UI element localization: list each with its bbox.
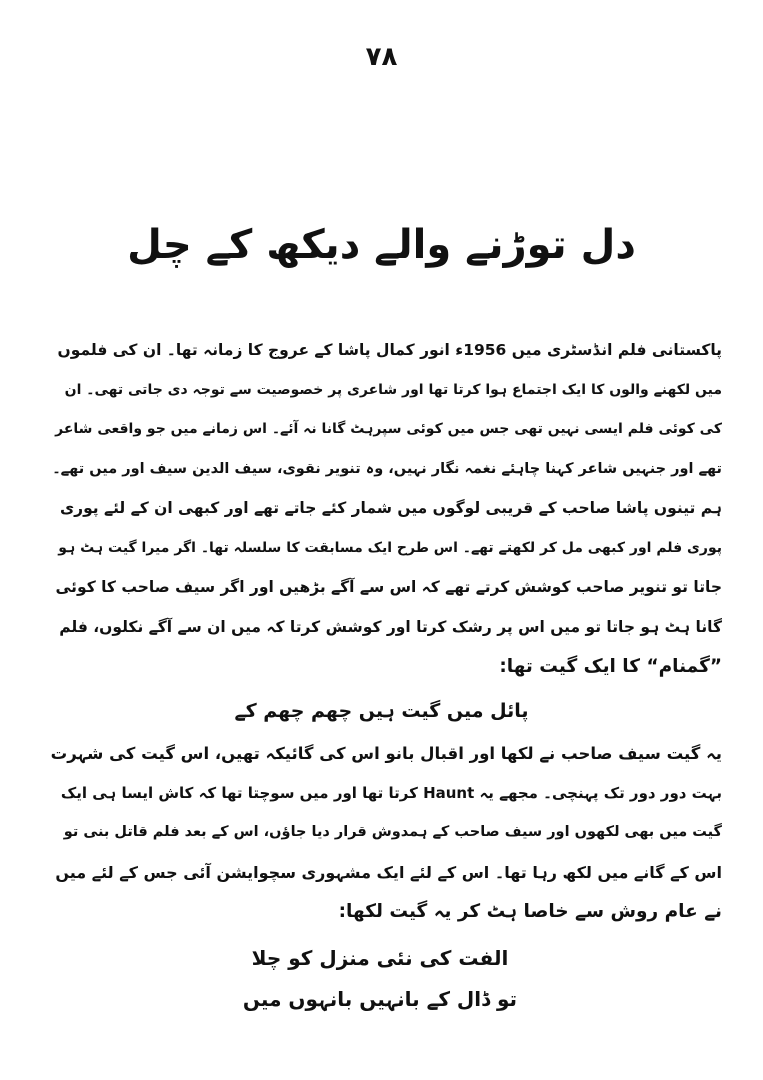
text-line: پاکستانی فلم انڈسٹری میں 1956ء انور کمال پاشا کے عروج کا زمانہ تھا۔ ان کی فلموں — [57, 341, 722, 359]
text-line: اس کے گانے میں لکھ رہا تھا۔ اس کے لئے ایک مشہوری سچوایشن آئی جس کے لئے میں — [55, 862, 722, 882]
chapter-title: دل توڑنے والے دیکھ کے چل — [127, 222, 636, 268]
text-line: تھے اور جنہیں شاعر کہنا چاہئے نغمہ نگار نہیں، وہ تنویر نقوی، سیف الدین سیف اور میں تھے۔ — [52, 460, 722, 477]
song-verse-1: پائل میں گیت ہیں چھم چھم کے — [234, 700, 529, 722]
text-line: نے عام روش سے خاصا ہٹ کر یہ گیت لکھا: — [338, 901, 722, 922]
text-line: گیت میں بھی لکھوں اور سیف صاحب کے ہمدوش قرار دیا جاؤں، اس کے بعد فلم قاتل بنی تو — [63, 824, 722, 840]
text-line: میں لکھنے والوں کا ایک اجتماع ہوا کرتا تھا اور شاعری پر خصوصیت سے توجہ دی جاتی تھی۔ ان — [64, 381, 722, 398]
song-verse-3: تو ڈال کے بانہیں بانہوں میں — [242, 987, 518, 1011]
song-verse-2: الفت کی نئی منزل کو چلا — [251, 946, 509, 970]
paragraph-1 — [42, 331, 722, 687]
text-line: ”گمنام“ کا ایک گیت تھا: — [499, 656, 722, 677]
text-line: جاتا تو تنویر صاحب کوشش کرتے تھے کہ اس سے آگے بڑھیں اور اگر سیف صاحب کا کوئی — [55, 578, 722, 596]
text-line: یہ گیت سیف صاحب نے لکھا اور اقبال بانو اس کی گائیکہ تھیں، اس گیت کی شہرت — [50, 744, 722, 763]
text-line: گانا ہٹ ہو جاتا تو میں اس پر رشک کرتا اور کوشش کرتا کہ میں ان سے آگے نکلوں، فلم — [59, 617, 722, 636]
text-line: ہم تینوں پاشا صاحب کے قریبی لوگوں میں شمار کئے جاتے تھے اور کبھی ان کے لئے پوری — [59, 499, 722, 517]
text-line: کی کوئی فلم ایسی نہیں تھی جس میں کوئی سپرہٹ گانا نہ آئے۔ اس زمانے میں جو واقعی شاعر — [55, 421, 722, 437]
paragraph-2 — [42, 734, 722, 932]
text-line: پوری فلم اور کبھی مل کر لکھتے تھے۔ اس طرح ایک مسابقت کا سلسلہ تھا۔ اگر میرا گیت ہٹ ہو — [58, 539, 722, 556]
text-line: بہت دور دور تک پہنچی۔ مجھے یہ Haunt کرتا تھا اور میں سوچتا تھا کہ کاش ایسا ہی ایک — [60, 783, 722, 802]
page-number: ۷۸ — [365, 42, 398, 72]
